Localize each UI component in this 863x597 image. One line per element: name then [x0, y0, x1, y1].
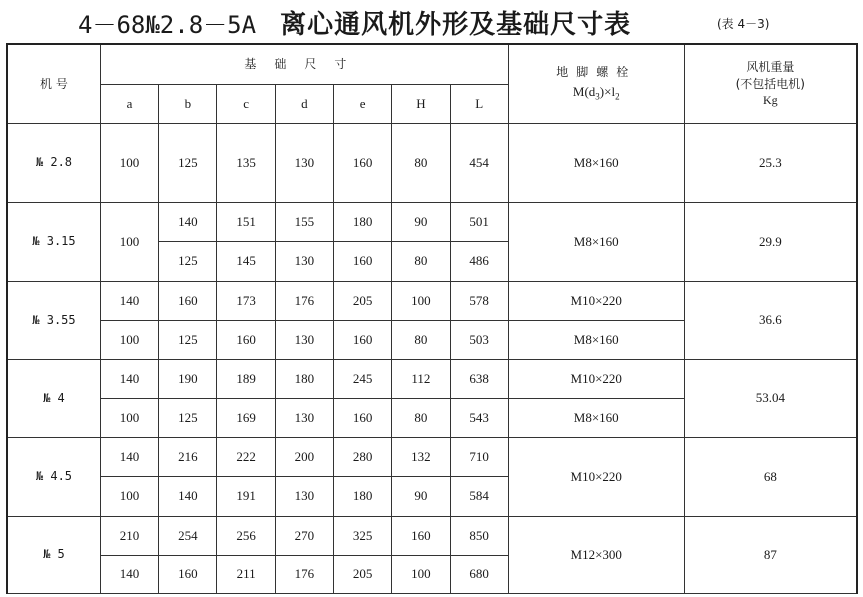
cell-b: 125 — [159, 320, 217, 359]
cell-d: 130 — [275, 241, 333, 281]
cell-L: 584 — [450, 476, 508, 516]
table-row — [7, 516, 857, 555]
cell-e: 160 — [333, 398, 391, 437]
header-dim-H: H — [392, 84, 450, 123]
header-weight: 风机重量 (不包括电机) Kg — [684, 44, 857, 123]
cell-e: 245 — [333, 359, 391, 398]
cell-e: 160 — [333, 320, 391, 359]
cell-a: 140 — [100, 555, 158, 593]
cell-d: 130 — [275, 476, 333, 516]
cell-bolt: M8×160 — [508, 123, 684, 202]
header-dim-c: c — [217, 84, 275, 123]
header-dim-b: b — [159, 84, 217, 123]
cell-e: 160 — [333, 241, 391, 281]
cell-L: 486 — [450, 241, 508, 281]
header-anchor-bolt: 地脚螺栓 $M(d_3)\times l_2$ — [508, 44, 684, 123]
model-cell: № 3.55 — [7, 281, 100, 359]
cell-c: 151 — [217, 202, 275, 241]
cell-H: 132 — [392, 437, 450, 476]
cell-H: 90 — [392, 476, 450, 516]
model-cell: № 5 — [7, 516, 100, 593]
cell-H: 100 — [392, 555, 450, 593]
cell-e: 325 — [333, 516, 391, 555]
cell-d: 155 — [275, 202, 333, 241]
cell-H: 80 — [392, 398, 450, 437]
cell-L: 710 — [450, 437, 508, 476]
header-dim-e: e — [333, 84, 391, 123]
cell-H: 90 — [392, 202, 450, 241]
header-dim-d: d — [275, 84, 333, 123]
cell-H: 160 — [392, 516, 450, 555]
cell-e: 205 — [333, 555, 391, 593]
cell-e: 205 — [333, 281, 391, 320]
cell-a: 210 — [100, 516, 158, 555]
cell-d: 200 — [275, 437, 333, 476]
cell-bolt: M8×160 — [508, 320, 684, 359]
cell-c: 191 — [217, 476, 275, 516]
cell-a: 140 — [100, 437, 158, 476]
cell-a: 100 — [100, 202, 158, 281]
cell-a: 140 — [100, 281, 158, 320]
cell-weight: 87 — [684, 516, 857, 593]
cell-b: 125 — [159, 241, 217, 281]
cell-L: 638 — [450, 359, 508, 398]
header-row-1 — [7, 44, 857, 84]
cell-c: 169 — [217, 398, 275, 437]
fan-dimension-table — [6, 43, 858, 594]
cell-L: 850 — [450, 516, 508, 555]
cell-c: 135 — [217, 123, 275, 202]
cell-c: 189 — [217, 359, 275, 398]
cell-b: 216 — [159, 437, 217, 476]
cell-b: 160 — [159, 281, 217, 320]
bolt-formula: $M(d_3)\times l_2$ — [572, 83, 620, 102]
table-number-note: (表 4－3) — [717, 17, 770, 31]
title-row — [0, 0, 863, 40]
cell-a: 100 — [100, 476, 158, 516]
title-model: 4－68№2.8－5A — [78, 11, 257, 39]
cell-H: 112 — [392, 359, 450, 398]
cell-d: 180 — [275, 359, 333, 398]
table-row — [7, 202, 857, 241]
cell-d: 130 — [275, 123, 333, 202]
cell-bolt: M10×220 — [508, 437, 684, 516]
cell-d: 130 — [275, 398, 333, 437]
header-dim-a: a — [100, 84, 158, 123]
cell-weight: 25.3 — [684, 123, 857, 202]
table-row — [7, 437, 857, 476]
cell-bolt: M10×220 — [508, 281, 684, 320]
cell-c: 256 — [217, 516, 275, 555]
model-cell: № 2.8 — [7, 123, 100, 202]
cell-e: 180 — [333, 476, 391, 516]
cell-c: 145 — [217, 241, 275, 281]
cell-H: 80 — [392, 123, 450, 202]
cell-L: 454 — [450, 123, 508, 202]
table-row — [7, 281, 857, 320]
cell-a: 100 — [100, 398, 158, 437]
cell-H: 100 — [392, 281, 450, 320]
cell-weight: 53.04 — [684, 359, 857, 437]
cell-d: 130 — [275, 320, 333, 359]
model-cell: № 3.15 — [7, 202, 100, 281]
cell-e: 280 — [333, 437, 391, 476]
cell-c: 160 — [217, 320, 275, 359]
cell-d: 270 — [275, 516, 333, 555]
cell-b: 140 — [159, 202, 217, 241]
cell-d: 176 — [275, 281, 333, 320]
cell-weight: 29.9 — [684, 202, 857, 281]
cell-H: 80 — [392, 320, 450, 359]
cell-e: 160 — [333, 123, 391, 202]
cell-L: 578 — [450, 281, 508, 320]
cell-b: 125 — [159, 398, 217, 437]
header-dim-L: L — [450, 84, 508, 123]
cell-weight: 68 — [684, 437, 857, 516]
cell-a: 140 — [100, 359, 158, 398]
model-cell: № 4.5 — [7, 437, 100, 516]
cell-L: 680 — [450, 555, 508, 593]
cell-weight: 36.6 — [684, 281, 857, 359]
table-row — [7, 123, 857, 202]
cell-bolt: M8×160 — [508, 202, 684, 281]
title-text: 离心通风机外形及基础尺寸表 — [280, 10, 632, 40]
cell-e: 180 — [333, 202, 391, 241]
model-cell: № 4 — [7, 359, 100, 437]
cell-d: 176 — [275, 555, 333, 593]
cell-bolt: M12×300 — [508, 516, 684, 593]
cell-a: 100 — [100, 320, 158, 359]
cell-b: 190 — [159, 359, 217, 398]
cell-bolt: M10×220 — [508, 359, 684, 398]
cell-L: 503 — [450, 320, 508, 359]
cell-b: 160 — [159, 555, 217, 593]
cell-a: 100 — [100, 123, 158, 202]
cell-c: 222 — [217, 437, 275, 476]
cell-c: 211 — [217, 555, 275, 593]
cell-H: 80 — [392, 241, 450, 281]
header-model: 机 号 — [7, 44, 100, 123]
cell-L: 501 — [450, 202, 508, 241]
cell-b: 125 — [159, 123, 217, 202]
cell-bolt: M8×160 — [508, 398, 684, 437]
cell-b: 140 — [159, 476, 217, 516]
cell-L: 543 — [450, 398, 508, 437]
header-foundation-dimensions: 基础尺寸 — [100, 44, 508, 84]
page-title — [78, 4, 631, 41]
cell-b: 254 — [159, 516, 217, 555]
table-row — [7, 359, 857, 398]
cell-c: 173 — [217, 281, 275, 320]
